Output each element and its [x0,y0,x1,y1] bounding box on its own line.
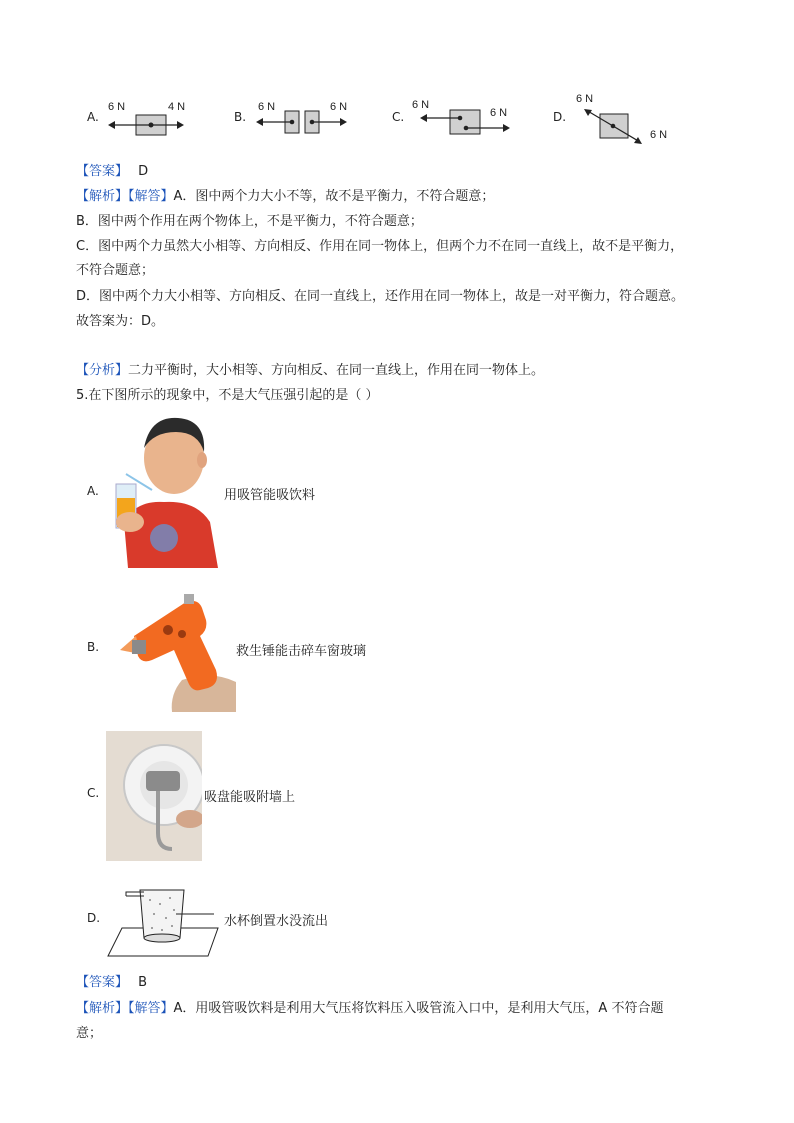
q4-analysis-line2: B．图中两个作用在两个物体上，不是平衡力，不符合题意； [76,214,423,229]
q4-option-c-label: C. [392,110,405,124]
q5-answer [76,974,147,992]
q4-analysis-line6: 故答案为：D。 [76,314,165,329]
q4-a-right-force: 4 N [168,101,186,113]
q4-option-d-diagram [570,90,680,150]
analysis-tag: 【解析】 [76,1001,129,1016]
q4-option-b-label: B. [234,110,247,124]
answer-tag: 【答案】 [76,975,129,990]
fenxi-tag: 【分析】 [76,363,129,378]
q4-answer [76,163,148,181]
q5-analysis-line1 [76,1000,663,1018]
q4-analysis-line3: C．图中两个力虽然大小相等、方向相反、作用在同一物体上，但两个力不在同一直线上，故不是平衡力， [76,239,684,254]
q5-option-d-text: 水杯倒置水没流出 [224,914,329,929]
q4-options [0,90,794,150]
q4-analysis-line4: 不符合题意； [76,263,155,278]
q4-analysis-line1 [76,188,494,206]
inverted-cup-image [104,884,224,958]
q5-option-c-label: C. [87,786,100,800]
q4-fenxi [76,362,544,380]
analysis-text: A．图中两个力大小不等，故不是平衡力，不符合题意； [173,189,495,204]
q5-option-b-label: B. [87,640,100,654]
q4-d-top-force: 6 N [576,93,594,105]
q5-option-b-text: 救生锤能击碎车窗玻璃 [236,644,367,659]
q5-option-a-label: A. [87,484,99,498]
analysis-text: A．用吸管吸饮料是利用大气压将饮料压入吸管流入口中，是利用大气压，A 不符合题 [173,1001,664,1016]
q4-b-left-force: 6 N [258,101,276,113]
q4-option-a-label: A. [87,110,99,124]
solution-tag: 【解答】 [128,1001,174,1016]
q5-option-d-label: D. [87,911,101,925]
answer-value: B [138,975,148,990]
q5-option-a-text: 用吸管能吸饮料 [224,488,316,503]
q4-c-right-force: 6 N [490,107,508,119]
q4-option-c-diagram [408,90,528,145]
q4-option-a-diagram [100,90,200,145]
fenxi-text: 二力平衡时，大小相等、方向相反、在同一直线上，作用在同一物体上。 [128,363,545,378]
answer-value: D [138,164,149,179]
q4-b-right-force: 6 N [330,101,348,113]
q4-c-left-force: 6 N [412,99,430,111]
q4-analysis-line5: D．图中两个力大小相等、方向相反、在同一直线上，还作用在同一物体上，故是一对平衡力，符合题意。 [76,289,685,304]
boy-drinking-image [106,412,220,568]
q4-d-bottom-force: 6 N [650,129,668,141]
q4-option-d-label: D. [553,110,567,124]
q4-option-b-diagram [250,90,360,145]
answer-tag: 【答案】 [76,164,129,179]
q5-analysis-line2: 意； [76,1026,103,1041]
suction-cup-image [106,731,202,861]
analysis-tag: 【解析】 [76,189,129,204]
rescue-hammer-image [112,590,236,712]
q4-a-left-force: 6 N [108,101,126,113]
q5-option-c-text: 吸盘能吸附墙上 [204,790,296,805]
q5-stem: 5.在下图所示的现象中，不是大气压强引起的是（ ） [76,388,379,403]
solution-tag: 【解答】 [128,189,174,204]
